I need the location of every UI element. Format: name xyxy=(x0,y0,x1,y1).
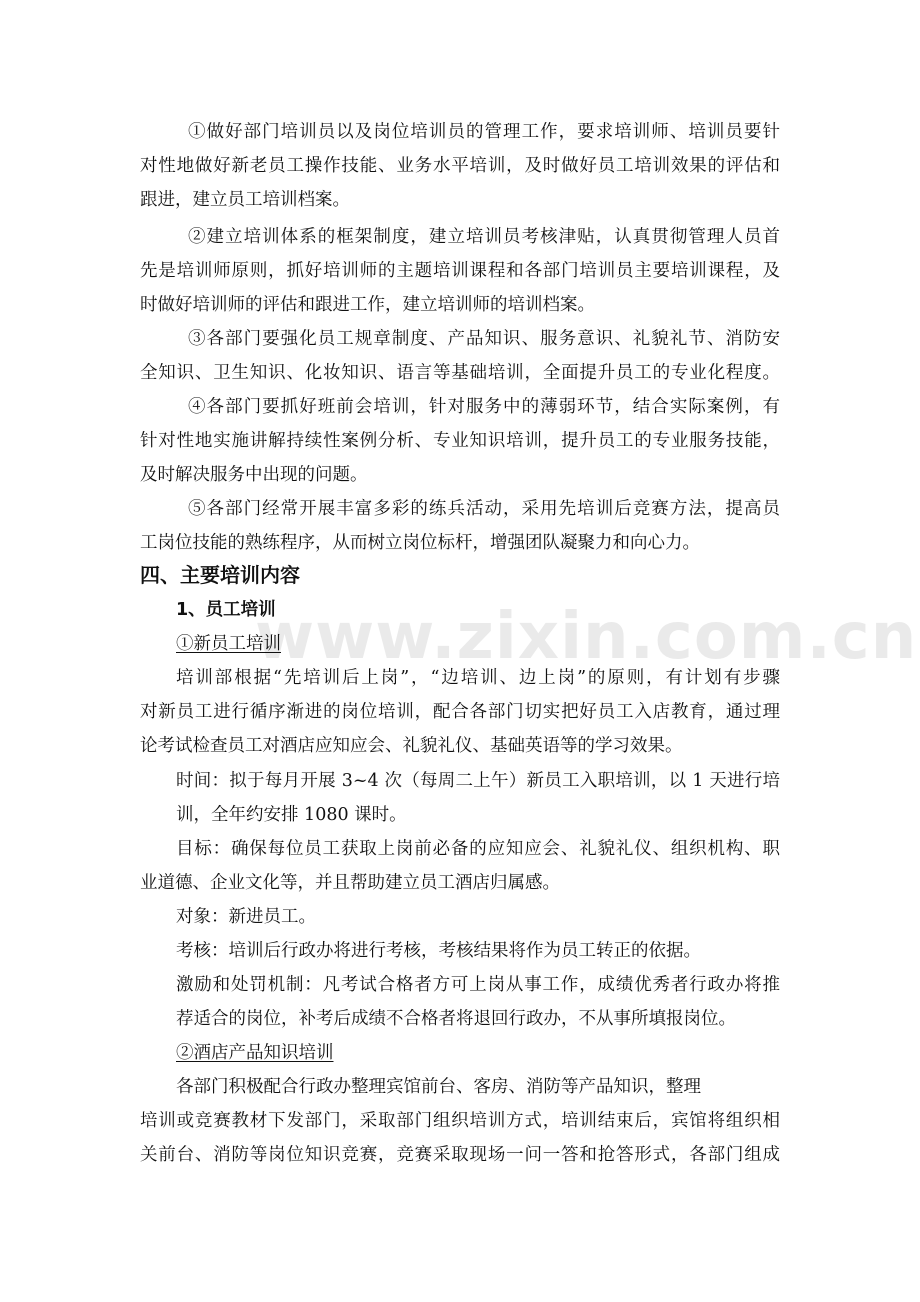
paragraph-line: 全知识、卫生知识、化妆知识、语言等基础培训，全面提升员工的专业化程度。 xyxy=(140,363,780,383)
paragraph-line: 关前台、消防等岗位知识竞赛，竞赛采取现场一问一答和抢答形式，各部门组成 xyxy=(140,1145,780,1165)
paragraph-line: 先是培训师原则，抓好培训师的主题培训课程和各部门培训员主要培训课程，及 xyxy=(140,261,780,281)
watermark: www.zixin.com.cn xyxy=(255,600,918,674)
paragraph-line: 荐适合的岗位，补考后成绩不合格者将退回行政办，不从事所填报岗位。 xyxy=(176,1009,736,1029)
section-heading: 四、主要培训内容 xyxy=(140,563,300,587)
paragraph-line: 业道德、企业文化等，并且帮助建立员工酒店归属感。 xyxy=(140,873,560,893)
paragraph-line: 目标：确保每位员工获取上岗前必备的应知应会、礼貌礼仪、组织机构、职 xyxy=(176,839,780,859)
paragraph-line: 对象：新进员工。 xyxy=(176,907,316,927)
paragraph-line: ⑤各部门经常开展丰富多彩的练兵活动，采用先培训后竞赛方法，提高员 xyxy=(188,499,780,519)
paragraph-line: ③各部门要强化员工规章制度、产品知识、服务意识、礼貌礼节、消防安 xyxy=(188,329,780,349)
paragraph-line: 跟进，建立员工培训档案。 xyxy=(140,190,350,210)
paragraph-line: 激励和处罚机制：凡考试合格者方可上岗从事工作，成绩优秀者行政办将推 xyxy=(176,975,780,995)
paragraph-line: 培训或竞赛教材下发部门，采取部门组织培训方式，培训结束后，宾馆将组织相 xyxy=(140,1111,780,1131)
paragraph-line: 对新员工进行循序渐进的岗位培训，配合各部门切实把好员工入店教育，通过理 xyxy=(140,702,780,722)
paragraph-line: ①做好部门培训员以及岗位培训员的管理工作，要求培训师、培训员要针 xyxy=(188,122,780,142)
paragraph-line: 考核：培训后行政办将进行考核，考核结果将作为员工转正的依据。 xyxy=(176,941,701,961)
paragraph-line: 时做好培训师的评估和跟进工作，建立培训师的培训档案。 xyxy=(140,295,595,315)
paragraph-line: ②建立培训体系的框架制度，建立培训员考核津贴，认真贯彻管理人员首 xyxy=(188,227,780,247)
paragraph-line: 各部门积极配合行政办整理宾馆前台、客房、消防等产品知识，整理 xyxy=(176,1077,701,1097)
topic-title: ②酒店产品知识培训 xyxy=(176,1043,334,1063)
paragraph-line: 工岗位技能的熟练程序，从而树立岗位标杆，增强团队凝聚力和向心力。 xyxy=(140,533,700,553)
paragraph-line: 对性地做好新老员工操作技能、业务水平培训，及时做好员工培训效果的评估和 xyxy=(140,156,780,176)
paragraph-line: 及时解决服务中出现的问题。 xyxy=(140,465,368,485)
subsection-heading: 1、员工培训 xyxy=(176,600,276,620)
topic-title: ①新员工培训 xyxy=(176,634,281,654)
paragraph-line: ④各部门要抓好班前会培训，针对服务中的薄弱环节，结合实际案例，有 xyxy=(188,397,780,417)
paragraph-line: 培训部根据“先培训后上岗”，“边培训、边上岗”的原则，有计划有步骤 xyxy=(176,668,780,688)
paragraph-line: 训，全年约安排 1080 课时。 xyxy=(176,805,407,825)
paragraph-line: 针对性地实施讲解持续性案例分析、专业知识培训，提升员工的专业服务技能， xyxy=(140,431,780,451)
paragraph-line: 论考试检查员工对酒店应知应会、礼貌礼仪、基础英语等的学习效果。 xyxy=(140,736,683,756)
paragraph-line: 时间：拟于每月开展 3~4 次（每周二上午）新员工入职培训，以 1 天进行培 xyxy=(176,771,780,791)
